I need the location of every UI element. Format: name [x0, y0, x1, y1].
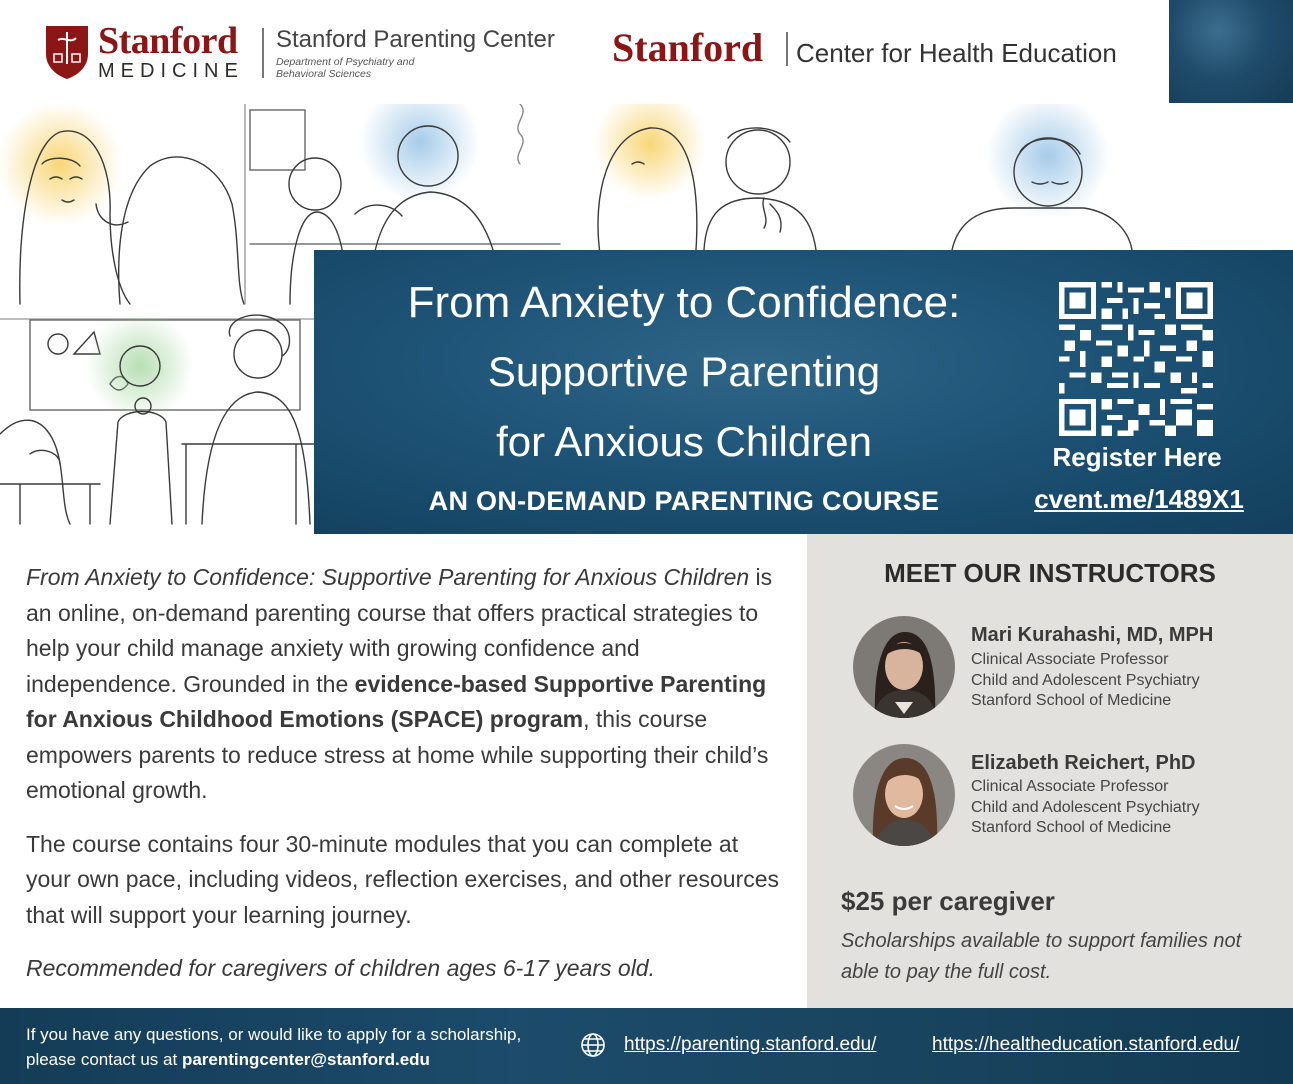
instructor-2-dept: Child and Adolescent Psychiatry: [971, 798, 1200, 816]
contact-line-2-text: please contact us at: [26, 1050, 182, 1069]
che-stanford-wordmark[interactable]: Stanford: [612, 25, 764, 70]
contact-text: [26, 1022, 521, 1072]
dept-line-1: Department of Psychiatry and: [276, 56, 415, 68]
course-description: [26, 560, 786, 1005]
scholarship-note: Scholarships available to support families not able to pay the full cost.: [841, 930, 1242, 983]
parenting-center-title: Stanford Parenting Center: [276, 26, 555, 53]
instructor-1-school: Stanford School of Medicine: [971, 692, 1172, 709]
avatar-mari-kurahashi: [853, 616, 955, 718]
instructor-name-1: Mari Kurahashi, MD, MPH: [971, 624, 1214, 646]
header: [0, 0, 1293, 104]
description-paragraph-1: [26, 560, 786, 809]
parenting-center-logo[interactable]: [276, 26, 555, 80]
register-link[interactable]: cvent.me/1489X1: [1034, 484, 1244, 514]
description-paragraph-2: The course contains four 30-minute modules that you can complete at your own pace, including videos, reflection exercises, and other resources that will support your learning journey.: [26, 830, 780, 928]
stanford-shield-icon: [44, 24, 90, 80]
instructor-2-title: Clinical Associate Professor: [971, 778, 1169, 795]
stanford-medicine-logo[interactable]: [44, 20, 244, 83]
description-text-b: , this course empowers parents to reduce stress at home while supporting their child’s emotional growth.: [26, 706, 769, 803]
avatar-elizabeth-reichert: [853, 744, 955, 846]
instructor-name-2: Elizabeth Reichert, PhD: [971, 752, 1196, 774]
instructors-panel: [807, 534, 1293, 1008]
course-title-italic: From Anxiety to Confidence: Supportive Parenting for Anxious Children: [26, 564, 750, 590]
globe-icon: [580, 1032, 606, 1058]
qr-code-icon[interactable]: [1059, 282, 1213, 436]
space-program-bold: evidence-based Supportive Parenting for Anxious Childhood Emotions (SPACE) program: [26, 670, 767, 732]
course-banner: [314, 250, 1293, 534]
register-label: Register Here: [1052, 442, 1222, 472]
parenting-site-link[interactable]: https://parenting.stanford.edu/: [624, 1034, 877, 1055]
corner-texture: [1169, 0, 1293, 103]
health-education-site-link[interactable]: https://healtheducation.stanford.edu/: [932, 1034, 1240, 1055]
instructor-2-school: Stanford School of Medicine: [971, 819, 1172, 836]
description-text-a: is an online, on-demand parenting course that offers practical strategies to help your child manage anxiety with growing confidence and independence. Grounded in the: [26, 564, 773, 697]
med-stanford-wordmark: Stanford: [98, 20, 238, 62]
course-title-line-2: Supportive Parenting: [487, 348, 881, 395]
header-divider: [262, 28, 264, 78]
course-title-line-1: From Anxiety to Confidence:: [407, 278, 961, 327]
contact-email-link[interactable]: parentingcenter@stanford.edu: [181, 1050, 430, 1069]
med-medicine-wordmark: MEDICINE: [98, 60, 244, 82]
instructor-1-dept: Child and Adolescent Psychiatry: [971, 671, 1200, 689]
instructors-heading: MEET OUR INSTRUCTORS: [884, 558, 1216, 588]
dept-line-2: Behavioral Sciences: [276, 68, 372, 80]
contact-line-2: [26, 1047, 521, 1072]
course-title-line-3: for Anxious Children: [496, 418, 872, 465]
che-center-title[interactable]: Center for Health Education: [796, 38, 1117, 68]
footer: [0, 1008, 1293, 1084]
recommendation-text: Recommended for caregivers of children ages 6-17 years old.: [26, 955, 655, 981]
price-label: $25 per caregiver: [841, 886, 1055, 916]
contact-line-1: If you have any questions, or would like to apply for a scholarship,: [26, 1025, 522, 1044]
instructor-1-title: Clinical Associate Professor: [971, 651, 1169, 668]
course-subtitle: AN ON-DEMAND PARENTING COURSE: [428, 486, 940, 516]
che-divider: [786, 32, 788, 66]
